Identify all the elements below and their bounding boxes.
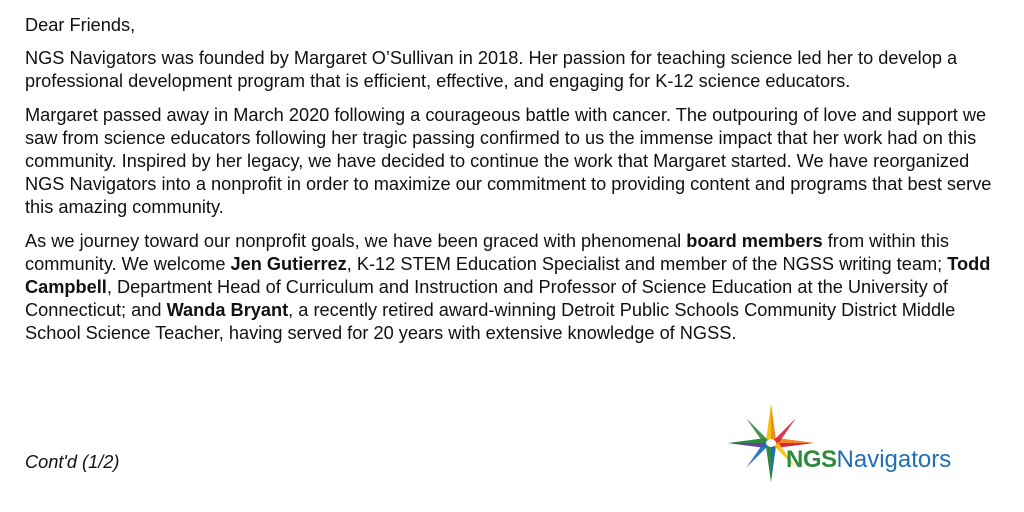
board-text-1: As we journey toward our nonprofit goals, we have been graced with phenomenal — [25, 231, 687, 251]
compass-south-shade — [766, 446, 771, 482]
compass-north-shade — [771, 404, 776, 440]
salutation: Dear Friends, — [25, 15, 136, 35]
paragraph-legacy: Margaret passed away in March 2020 following a courageous battle with cancer. The outpouring of love and support we saw from science educators following her tragic passing confirmed to us the immense impact that her work had on this community. Inspired by her legacy, we have decided to continue the work that Margaret started. We have reorganized NGS Navigators into a nonprofit in order to maximize our commitment to providing content and programs that best serve this amazing community. — [25, 105, 992, 217]
ngs-navigators-logo — [726, 402, 956, 484]
board-members-bold: board members — [686, 231, 823, 251]
name-wanda-bryant: Wanda Bryant — [166, 300, 289, 320]
wordmark-navigators: Navigators — [836, 446, 952, 473]
compass-center — [767, 439, 775, 447]
continued-note: Cont'd (1/2) — [25, 452, 120, 472]
board-text-3: , K-12 STEM Education Specialist and member of the NGSS writing team; — [346, 254, 948, 274]
paragraph-board — [25, 230, 1010, 345]
compass-east-shade — [776, 438, 814, 443]
compass-west-shade — [728, 443, 766, 448]
paragraph-founding: NGS Navigators was founded by Margaret O’Sullivan in 2018. Her passion for teaching science led her to develop a professional development program that is efficient, effective, and engaging for K-12 science educators. — [25, 48, 958, 91]
board-text-5: , a recently retired award-winning Detroit Public Schools Community District Middle School Science Teacher, having served for 20 years with extensive knowledge of NGSS. — [25, 300, 956, 343]
logo-wordmark — [786, 447, 951, 473]
letter-body — [25, 14, 1010, 356]
name-jen-gutierrez: Jen Gutierrez — [230, 254, 347, 274]
board-text-4: , Department Head of Curriculum and Instruction and Professor of Science Education at the University of Connecticut; and — [25, 277, 948, 320]
name-todd-campbell: Todd Campbell — [25, 254, 991, 297]
board-text-2: from within this community. We welcome — [25, 231, 950, 274]
wordmark-ngs: NGS — [786, 446, 837, 473]
